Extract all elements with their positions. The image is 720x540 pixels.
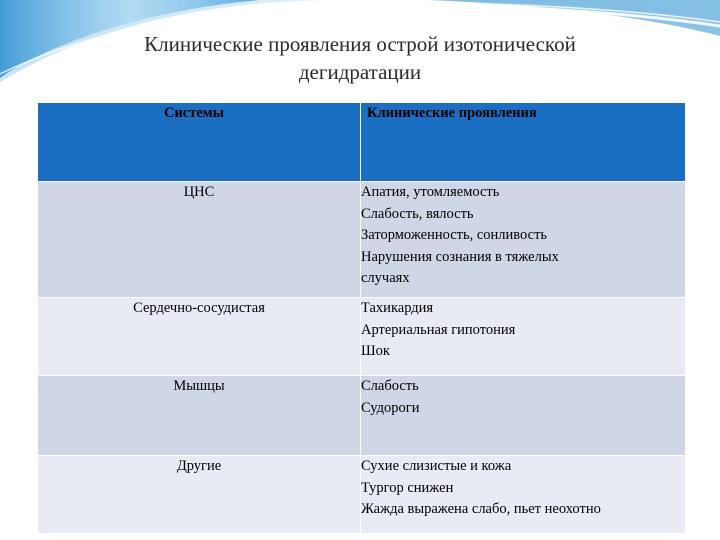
title-line-1: Клинические проявления острой изотонической <box>144 32 576 56</box>
column-header-systems: Системы <box>38 103 361 182</box>
system-cell: Сердечно-сосудистая <box>38 298 361 376</box>
column-header-manifestations: Клинические проявления <box>361 103 686 182</box>
system-cell: ЦНС <box>38 182 361 298</box>
manifestations-cell <box>361 298 686 376</box>
table-header-row <box>38 103 686 182</box>
manifestations-cell <box>361 376 686 456</box>
manifestation-line: Сухие слизистые и кожа <box>361 458 512 474</box>
table-row <box>38 182 686 298</box>
manifestation-line: Слабость <box>361 378 419 394</box>
manifestation-line: Жажда выражена слабо, пьет неохотно <box>361 501 601 517</box>
manifestation-line: Тургор снижен <box>361 479 454 496</box>
manifestation-line: случаях <box>361 270 410 286</box>
system-cell: Другие <box>38 456 361 534</box>
table-row <box>38 456 686 534</box>
manifestation-line: Апатия, утомляемость <box>361 184 500 200</box>
manifestation-line: Артериальная гипотония <box>361 321 516 338</box>
manifestation-line: Слабость, вялость <box>361 205 474 222</box>
table-row <box>38 376 686 456</box>
manifestation-line: Нарушения сознания в тяжелых <box>361 248 559 265</box>
manifestation-line: Тахикардия <box>361 300 434 316</box>
manifestation-line: Заторможенность, сонливость <box>361 227 548 243</box>
page-title <box>60 30 660 86</box>
manifestations-cell <box>361 182 686 298</box>
manifestation-line: Шок <box>361 343 390 359</box>
system-cell: Мышцы <box>38 376 361 456</box>
manifestations-table <box>37 102 686 534</box>
manifestations-cell <box>361 456 686 534</box>
table-row <box>38 298 686 376</box>
manifestation-line: Судороги <box>361 399 420 416</box>
title-line-2: дегидратации <box>298 60 422 84</box>
